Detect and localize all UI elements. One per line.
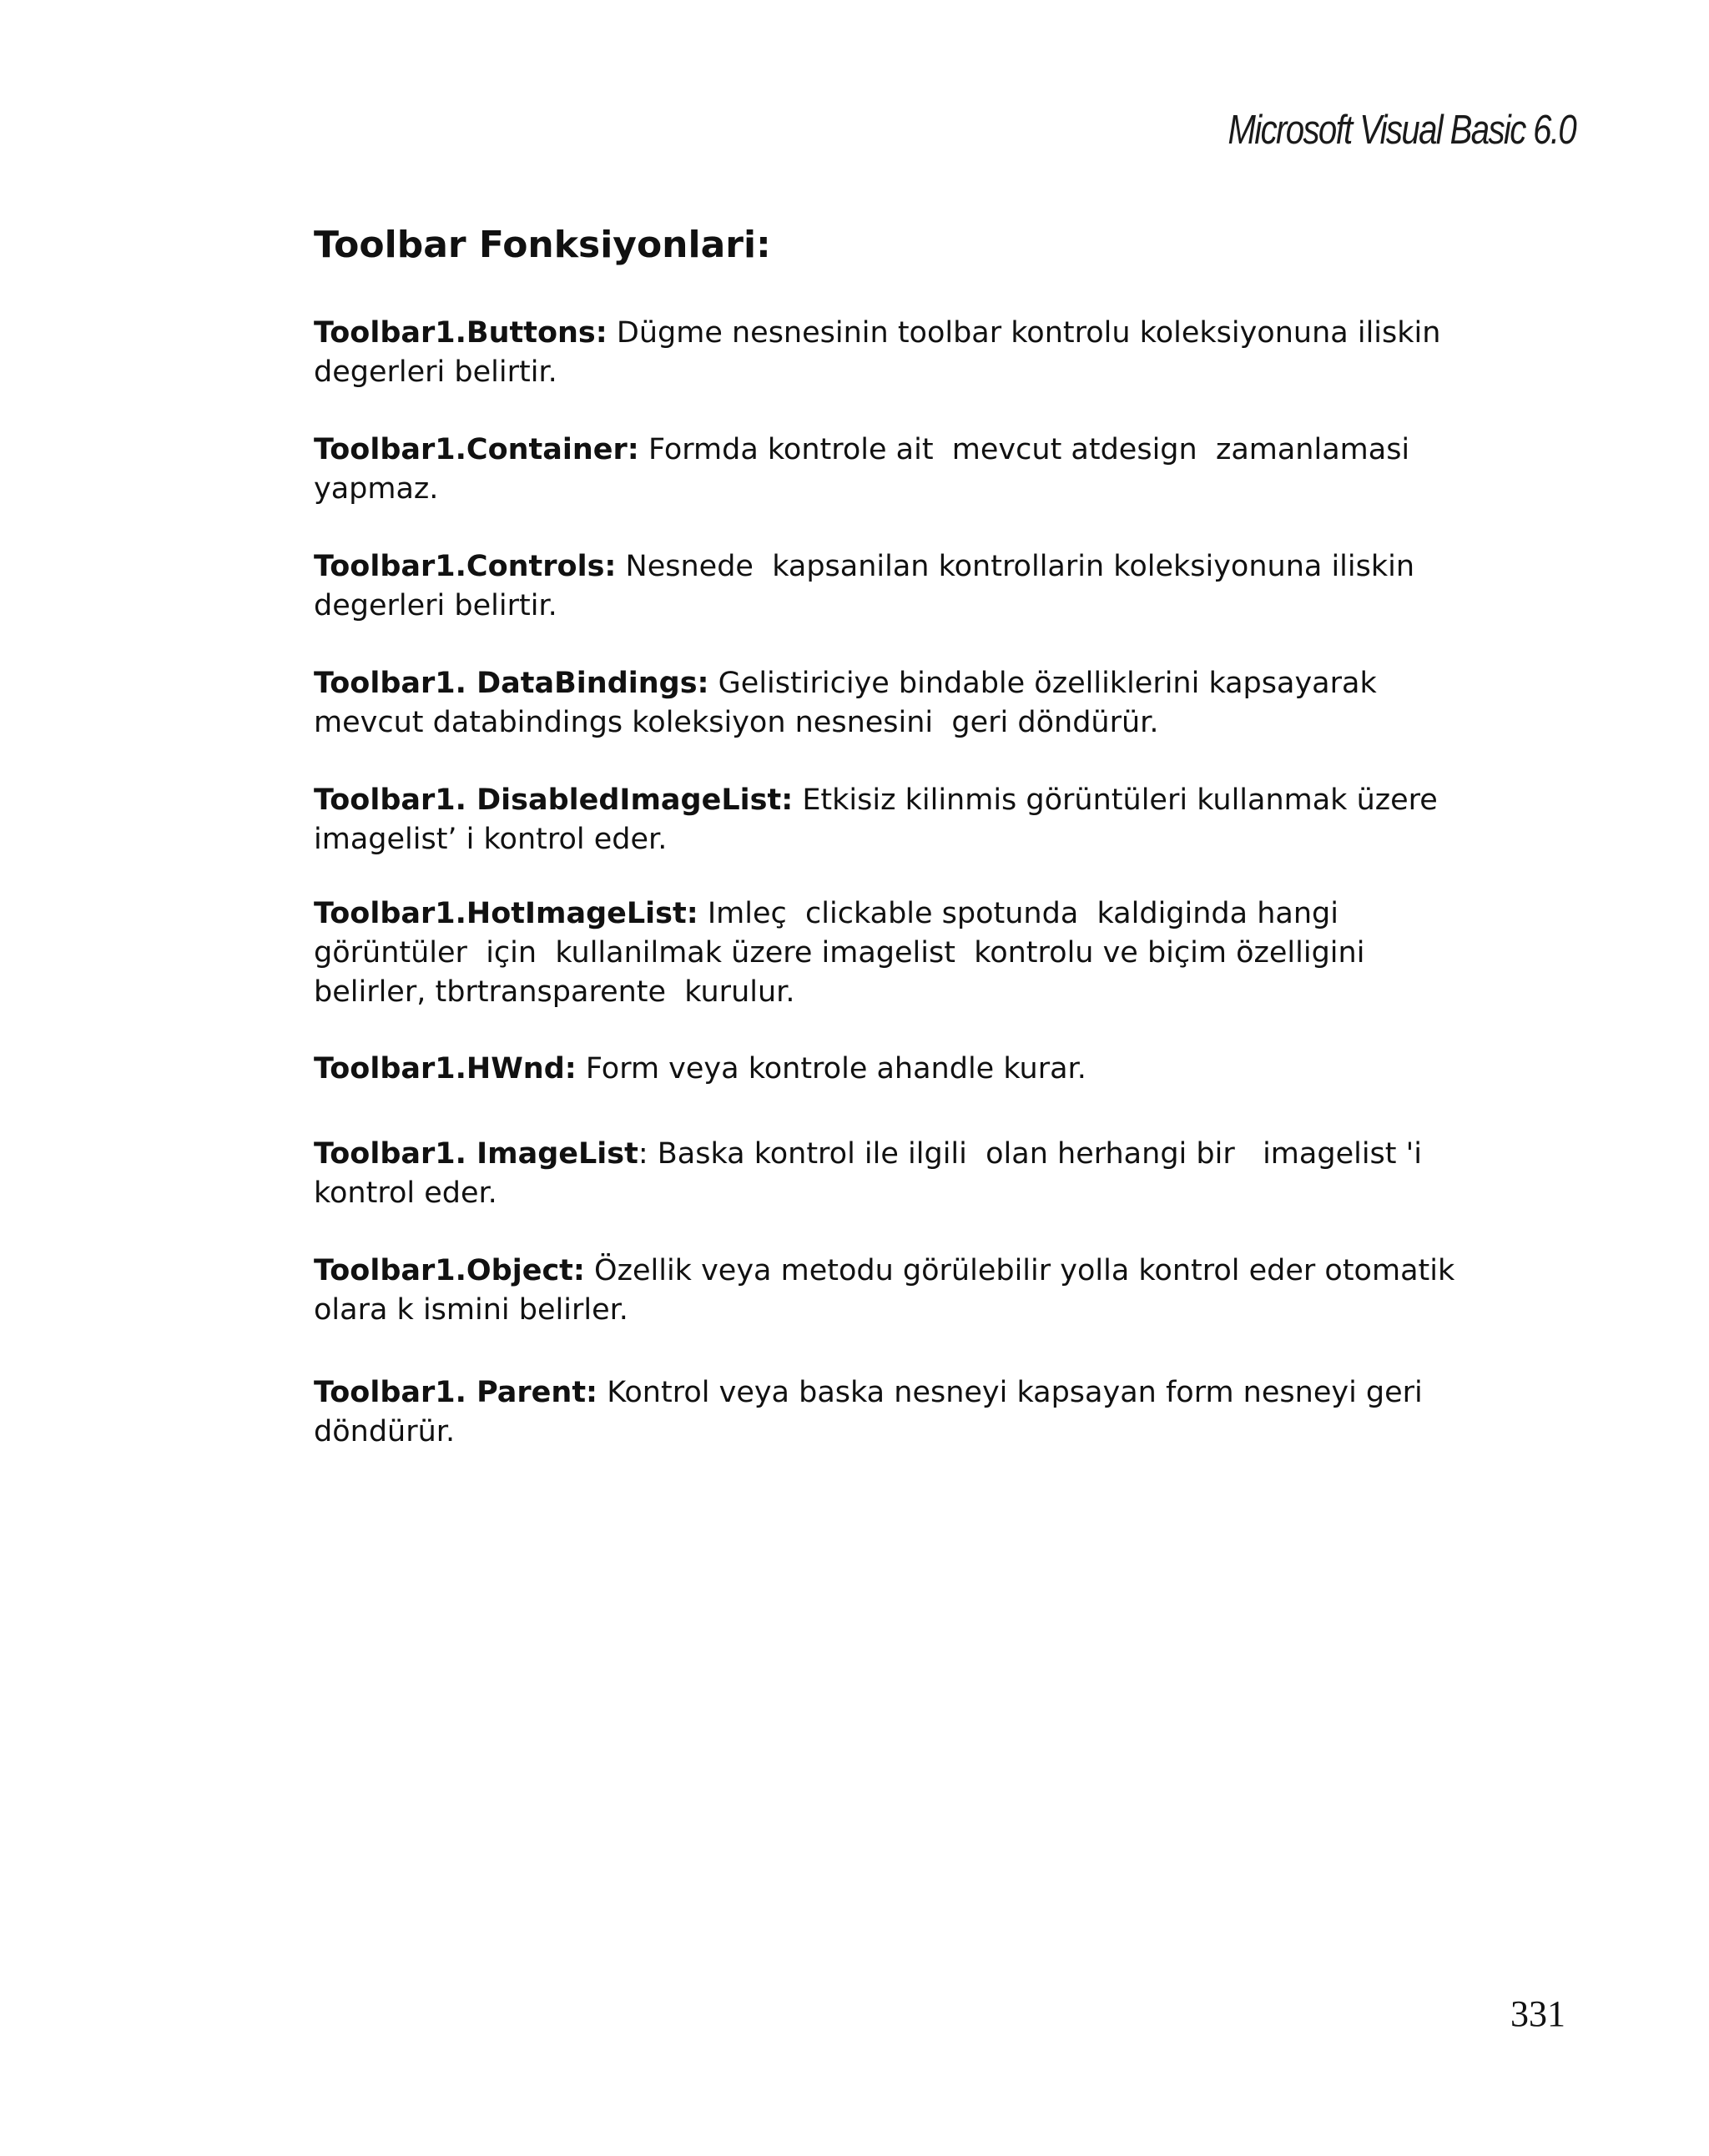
entry-description: : Baska kontrol ile ilgili olan herhangi bir imagelist 'i kontrol eder. [314,1137,1422,1210]
entry-term: Toolbar1.HotImageList: [314,897,698,930]
entry-description: Form veya kontrole ahandle kurar. [576,1052,1086,1086]
entry-buttons [314,314,1565,392]
entry-databindings [314,664,1565,743]
page-number: 331 [1510,1993,1565,2034]
entry-term: Toolbar1.Object: [314,1254,585,1287]
entry-description: Nesnede kapsanilan kontrollarin koleksiyonuna iliskin degerleri belirtir. [314,550,1415,622]
page-header-title: Microsoft Visual Basic 6.0 [1228,108,1575,153]
entry-hotimagelist [314,894,1565,1012]
entry-description: Kontrol veya baska nesneyi kapsayan form nesneyi geri döndürür. [314,1376,1423,1448]
entry-term: Toolbar1.Controls: [314,550,617,583]
entry-term: Toolbar1.Container: [314,433,639,466]
entry-description: Etkisiz kilinmis görüntüleri kullanmak üzere imagelist’ i kontrol eder. [314,783,1438,856]
entry-object [314,1252,1565,1330]
entry-description: Imleç clickable spotunda kaldiginda hangi görüntüler için kullanilmak üzere imagelist kontrolu ve biçim özelligini belirler, tbrtransparente kurulur. [314,897,1365,1009]
entry-hwnd [314,1050,1565,1089]
entry-parent [314,1373,1565,1452]
entry-term: Toolbar1. DataBindings: [314,667,709,700]
section-title: Toolbar Fonksiyonlari: [314,224,771,266]
entry-controls [314,547,1565,626]
entry-description: Dügme nesnesinin toolbar kontrolu koleksiyonuna iliskin degerleri belirtir. [314,316,1441,389]
entry-term: Toolbar1. ImageList [314,1137,638,1171]
entry-term: Toolbar1.Buttons: [314,316,607,350]
entry-term: Toolbar1. Parent: [314,1376,598,1409]
entry-imagelist [314,1135,1565,1213]
entry-term: Toolbar1.HWnd: [314,1052,577,1086]
entry-description: Gelistiriciye bindable özelliklerini kapsayarak mevcut databindings koleksiyon nesnesini geri döndürür. [314,667,1377,739]
entry-description: Özellik veya metodu görülebilir yolla kontrol eder otomatik olara k ismini belirler. [314,1254,1455,1327]
entry-description: Formda kontrole ait mevcut atdesign zamanlamasi yapmaz. [314,433,1410,506]
entry-disabledimagelist [314,781,1565,859]
entry-container [314,431,1565,509]
entry-term: Toolbar1. DisabledImageList: [314,783,794,817]
